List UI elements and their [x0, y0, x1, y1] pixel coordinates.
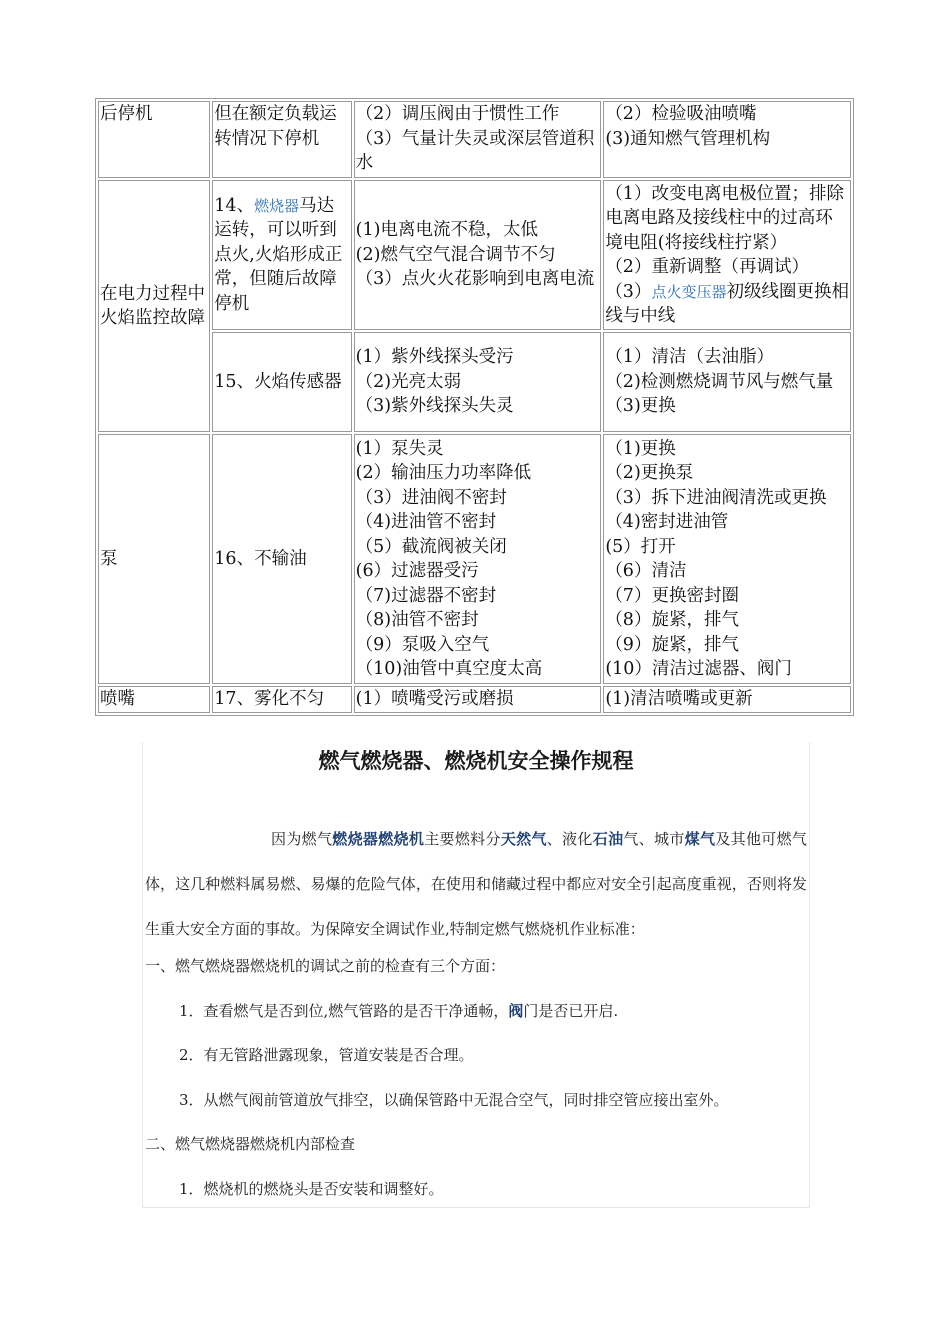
cell-causes	[354, 101, 602, 178]
cell-causes	[354, 434, 602, 684]
keyword-link[interactable]: 阀	[508, 1002, 524, 1020]
cause-text: （3）进油阀不密封	[355, 487, 507, 508]
cause-text: （3）气量计失灵或深层管道积水	[355, 128, 595, 173]
fix-text: （7）更换密封圈	[605, 585, 739, 606]
fix-text: （2)检测燃烧调节风与燃气量	[605, 371, 834, 392]
cell-component: 在电力过程中火焰监控故障	[98, 180, 210, 432]
fix-text: (3)通知燃气管理机构	[605, 128, 771, 149]
table-row	[98, 332, 851, 432]
cause-text: （8)油管不密封	[355, 610, 479, 630]
cause-text: (2)燃气空气混合调节不匀	[355, 244, 556, 265]
cause-text: (6）过滤器受污	[355, 561, 479, 581]
cell-fault: 15、火焰传感器	[212, 332, 351, 432]
cell-fixes	[603, 686, 851, 713]
fault-table	[95, 98, 854, 716]
cause-text: （9）泵吸入空气	[355, 634, 490, 655]
cell-fault: 但在额定负载运转情况下停机	[212, 101, 351, 178]
cause-text: (1）泵失灵	[355, 438, 444, 459]
cause-text: （10)油管中真空度太高	[355, 659, 543, 679]
fix-text: （1）改变电离电极位置；排除电离电路及接线柱中的过高环境电阻(将接线柱拧紧）	[605, 183, 844, 253]
cell-component: 后停机	[98, 101, 210, 178]
fix-text: （1)更换	[605, 438, 676, 459]
cause-text: （2）调压阀由于惯性工作	[355, 104, 560, 124]
cause-text: （7)过滤器不密封	[355, 585, 497, 606]
fix-text: （3）拆下进油阀清洗或更换	[605, 487, 827, 508]
fix-text: （2）检验吸油喷嘴	[605, 104, 757, 124]
table-row	[98, 180, 851, 330]
fix-text: （2）重新调整（再调试）	[605, 257, 809, 277]
list-item: 1．燃烧机的燃烧头是否安装和调整好。	[179, 1180, 444, 1198]
fix-text: （6）清洁	[605, 561, 687, 581]
cause-text: （4)进油管不密封	[355, 512, 497, 532]
fix-text: （4)密封进油管	[605, 512, 729, 532]
cause-text: （3)紫外线探头失灵	[355, 396, 514, 417]
cell-causes	[354, 180, 602, 330]
keyword-link[interactable]: 石油	[592, 830, 624, 848]
list-item: 1．查看燃气是否到位,燃气管路的是否干净通畅，阀门是否已开启.	[179, 1002, 619, 1020]
fix-text: （8）旋紧，排气	[605, 610, 739, 630]
cell-causes	[354, 332, 602, 432]
cell-fault: 17、雾化不匀	[212, 686, 351, 713]
cause-text: (1)电离电流不稳，太低	[355, 220, 538, 241]
heading-two: 二、燃气燃烧器燃烧机内部检查	[145, 1135, 356, 1153]
cell-fixes	[603, 434, 851, 684]
keyword-link[interactable]: 天然气	[500, 830, 547, 848]
fix-text: （3)更换	[605, 396, 676, 417]
cause-text: (1）喷嘴受污或磨损	[355, 689, 514, 709]
list-item: 3．从燃气阀前管道放气排空，以确保管路中无混合空气，同时排空管应接出室外。	[179, 1091, 729, 1109]
ignition-transformer-link[interactable]: 点火变压器	[651, 282, 727, 301]
table-row	[98, 686, 851, 713]
cell-fault: 16、不输油	[212, 434, 351, 684]
section-title: 燃气燃烧器、燃烧机安全操作规程	[318, 749, 634, 773]
cell-component: 泵	[98, 434, 210, 684]
intro-paragraph: 因为燃气燃烧器燃烧机主要燃料分天然气、液化石油气、城市煤气及其他可燃气体，这几种燃料属易燃、易爆的危险气体，在使用和储藏过程中都应对安全引起高度重视，否则将发生重大安全方面的事故。为保障安全调试作业,特制定燃气燃烧机作业标准：	[145, 830, 807, 938]
keyword-link[interactable]: 煤气	[684, 830, 716, 848]
burner-link[interactable]: 燃烧器	[254, 196, 300, 215]
fix-text: (1)清洁喷嘴或更新	[605, 689, 753, 709]
list-item: 2．有无管路泄露现象，管道安装是否合理。	[179, 1046, 474, 1064]
cause-text: （3）点火火花影响到电离电流	[355, 269, 595, 290]
fix-text: (10）清洁过滤器、阀门	[605, 659, 792, 679]
cause-text: (1）紫外线探头受污	[355, 347, 514, 368]
cell-causes	[354, 686, 602, 713]
table-row	[98, 101, 851, 178]
fix-text: （1）清洁（去油脂）	[605, 347, 774, 368]
keyword-link[interactable]: 燃烧器燃烧机	[332, 830, 425, 848]
cause-text: （2)光亮太弱	[355, 371, 462, 392]
cause-text: （5）截流阀被关闭	[355, 536, 507, 557]
fix-text: （9）旋紧，排气	[605, 634, 739, 655]
cell-component: 喷嘴	[98, 686, 210, 713]
fix-text: (5）打开	[605, 536, 676, 557]
safety-section	[142, 742, 810, 1208]
cause-text: (2）输油压力功率降低	[355, 463, 532, 483]
cell-fixes: （1）改变电离电极位置；排除电离电路及接线柱中的过高环境电阻(将接线柱拧紧） （2）重新调整（再调试） （3）点火变压器初级线圈更换相线与中线	[603, 180, 851, 330]
cell-fault: 14、燃烧器马达运转，可以听到点火,火焰形成正常，但随后故障停机	[212, 180, 351, 330]
fix-text: （2)更换泵	[605, 463, 694, 483]
heading-one: 一、燃气燃烧器燃烧机的调试之前的检查有三个方面：	[145, 957, 506, 975]
cell-fixes	[603, 101, 851, 178]
cell-fixes	[603, 332, 851, 432]
table-row	[98, 434, 851, 684]
